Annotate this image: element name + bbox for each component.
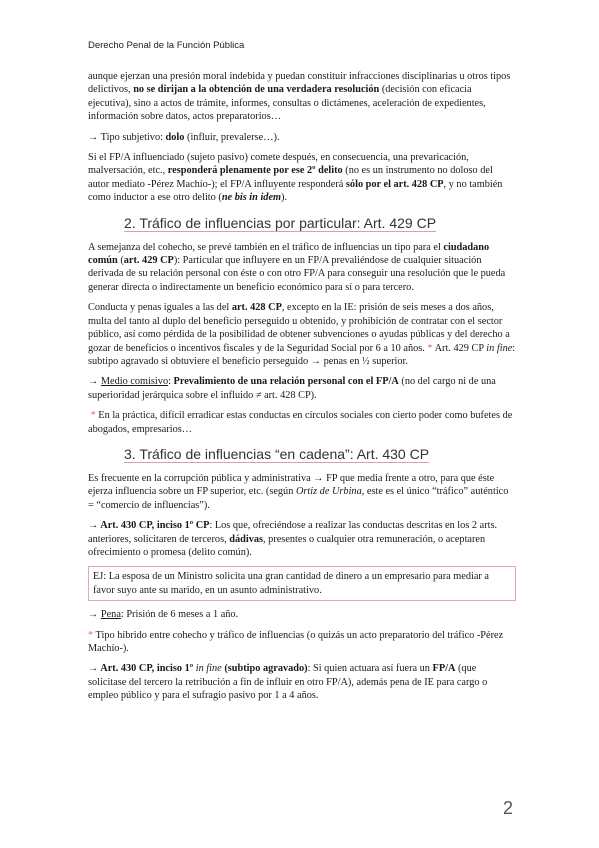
paragraph: → Art. 430 CP, inciso 1º in fine (subtipo agravado): Si quien actuara así fuera un FP/A (que solicitase del tercero la retribución a fin de influir en otro FP/A), además pena de IE para cargo o empleo público y para el sufragio pasivo por 1 a 4 años. — [88, 663, 488, 702]
paragraph: Si el FP/A influenciado (sujeto pasivo) comete después, en consecuencia, una prevaricación, malversación, etc., responderá plenamente por ese 2º delito (no es un instrumento no doloso del autor mediato -Pérez Machío-); el FP/A influyente responderá sólo por el art. 428 CP, y no también como inductor a ese otro delito (ne bis in idem). — [88, 152, 503, 204]
paragraph: Es frecuente en la corrupción pública y administrativa → FP que media frente a otro, para que éste ejerza influencia sobre un FP superior, etc. (según Ortiz de Urbina, este es el único “tráfico” auténtico = “comercio de influencias”). — [88, 472, 509, 511]
paragraph: * Tipo híbrido entre cohecho y tráfico de influencias (o quizás un acto preparatorio del tráfico -Pérez Machío-). — [88, 629, 504, 654]
paragraph: Conducta y penas iguales a las del art. 428 CP, excepto en la IE: prisión de seis meses a dos años, multa del tanto al duplo del beneficio perseguido u obtenido, y prohibición de contratar con el sector público, así como pérdida de la posibilidad de obtener subvenciones o ayudas públicas y del derecho a gozar de beneficios o incentivos fiscales y de la Seguridad Social por 6 a 10 años. * Art. 429 CP in fine: subtipo agravado si obtuviere el beneficio perseguido → penas en ½ superior. — [88, 302, 516, 367]
paragraph: * En la práctica, difícil erradicar estas conductas en círculos sociales con cierto poder como bufetes de abogados, empresarios… — [88, 410, 513, 435]
running-header: Derecho Penal de la Función Pública — [88, 40, 245, 51]
asterisk-mark: * — [90, 410, 96, 422]
paragraph: → Art. 430 CP, inciso 1º CP: Los que, ofreciéndose a realizar las conductas descritas en los 2 arts. anteriores, solicitaren de terceros, dádivas, presentes o cualquier otra remuneración, o aceptaren ofrecimiento o promesa (delito común). — [88, 520, 498, 558]
section-heading-3: 3. Tráfico de influencias “en cadena”: Art. 430 CP — [124, 445, 430, 462]
paragraph: → Tipo subjetivo: dolo (influir, prevalerse…). — [88, 131, 280, 143]
page-number: 2 — [502, 798, 513, 818]
example-box: EJ: La esposa de un Ministro solicita una gran cantidad de dinero a un empresario para mediar a favor suyo ante su marido, en un asunto administrativo. — [88, 566, 516, 601]
page-content — [88, 70, 516, 710]
asterisk-mark: * — [427, 342, 433, 354]
paragraph: → Pena: Prisión de 6 meses a 1 año. — [88, 609, 239, 621]
paragraph: aunque ejerzan una presión moral indebida y puedan constituir infracciones disciplinarias u otros tipos delictivos, no se dirijan a la obtención de una verdadera resolución (decisión con eficacia ejecutiva), sino a actos de trámite, informes, consultas o dictámenes, aceleración de expedientes, información sobre datos, actos preparatorios… — [88, 71, 511, 123]
paragraph: → Medio comisivo: Prevalimiento de una relación personal con el FP/A (no del cargo ni de una superioridad jerárquica sobre el influido ≠ art. 428 CP). — [88, 376, 496, 401]
section-heading-2: 2. Tráfico de influencias por particular: Art. 429 CP — [124, 214, 437, 231]
asterisk-mark: * — [88, 629, 94, 641]
paragraph: A semejanza del cohecho, se prevé también en el tráfico de influencias un tipo para el ciudadano común (art. 429 CP): Particular que influyere en un FP/A prevaliéndose de cualquier situación derivada de su relación personal con éste o con otro FP/A para conseguir una resolución que le pueda generar directa o indirectamente un beneficio económico para sí o para tercero. — [88, 241, 506, 293]
